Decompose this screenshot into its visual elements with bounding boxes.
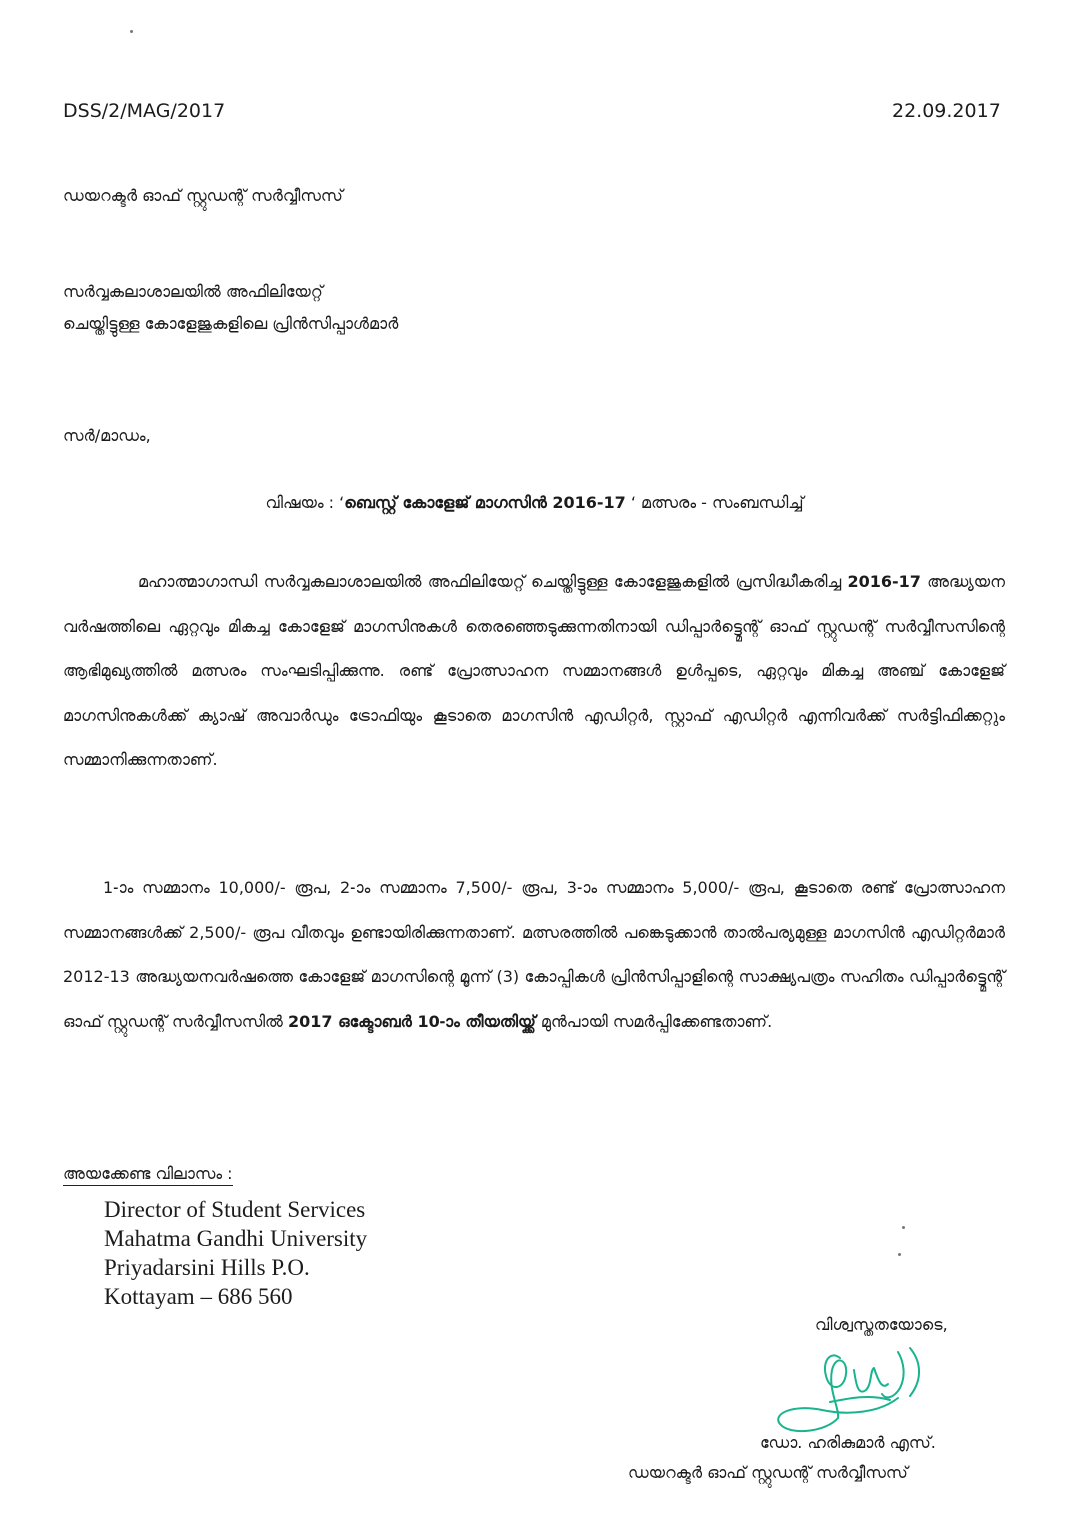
signatory-designation: ഡയറക്ടർ ഓഫ് സ്റ്റുഡന്റ് സർവ്വീസസ് bbox=[628, 1463, 908, 1482]
paragraph-1-year: 2016-17 bbox=[847, 572, 921, 591]
address-line-1: Director of Student Services bbox=[104, 1197, 366, 1222]
body-paragraph-1 bbox=[63, 560, 1005, 783]
paragraph-1-text-a: മഹാത്മാഗാന്ധി സർവ്വകലാശാലയിൽ അഫിലിയേറ്റ് ചെയ്തിട്ടുള്ള കോളേജുകളിൽ പ്രസിദ്ധീകരിച്ച bbox=[138, 572, 848, 591]
reference-number: DSS/2/MAG/2017 bbox=[63, 100, 226, 122]
signature-image bbox=[770, 1340, 940, 1440]
subject-prefix: വിഷയം : ‘ bbox=[265, 493, 345, 512]
paragraph-1-text-b: അദ്ധ്യയന വർഷത്തിലെ ഏറ്റവും മികച്ച കോളേജ് മാഗസിനുകൾ തെരഞ്ഞെടുക്കുന്നതിനായി ഡിപ്പാർട്ട്മെന്റ് ഓഫ് സ്റ്റുഡന്റ് സർവ്വീസസിന്റെ ആഭിമുഖ്യത്തിൽ മത്സരം സംഘടിപ്പിക്കുന്നു. രണ്ട് പ്രോത്സാഹന സമ്മാനങ്ങൾ ഉൾപ്പടെ, ഏറ്റവും മികച്ച അഞ്ച് കോളേജ് മാഗസിനുകൾക്ക് ക്യാഷ് അവാർഡും ട്രോഫിയും കൂടാതെ മാഗസിൻ എഡിറ്റർ, സ്റ്റാഫ് എഡിറ്റർ എന്നിവർക്ക് സർട്ടിഫിക്കറ്റും സമ്മാനിക്കുന്നതാണ്. bbox=[63, 572, 1005, 769]
scan-speck bbox=[130, 30, 133, 33]
closing-phrase: വിശ്വസ്തതയോടെ, bbox=[815, 1315, 948, 1334]
letter-date: 22.09.2017 bbox=[892, 100, 1001, 122]
address-line-4: Kottayam – 686 560 bbox=[104, 1284, 293, 1309]
signatory-name: ഡോ. ഹരികുമാർ എസ്. bbox=[760, 1433, 936, 1452]
scan-speck bbox=[902, 1226, 905, 1229]
body-paragraph-2 bbox=[63, 866, 1005, 1044]
scan-speck bbox=[898, 1253, 901, 1256]
paragraph-2-deadline: 2017 ഒക്ടോബർ 10-ാം തീയതിയ്ക്ക് bbox=[287, 1011, 536, 1031]
subject-suffix: ‘ മത്സരം - സംബന്ധിച്ച് bbox=[625, 493, 804, 512]
sender: ഡയറക്ടർ ഓഫ് സ്റ്റുഡന്റ് സർവ്വീസസ് bbox=[63, 186, 343, 205]
recipient bbox=[63, 276, 398, 340]
address-label: അയക്കേണ്ട വിലാസം : bbox=[63, 1164, 233, 1186]
paragraph-2-text-b: മുൻപായി സമർപ്പിക്കേണ്ടതാണ്. bbox=[535, 1011, 773, 1031]
recipient-line-2: ചെയ്തിട്ടുള്ള കോളേജുകളിലെ പ്രിൻസിപ്പാൾമാർ bbox=[63, 314, 399, 333]
paragraph-2-text-a: 1-ാം സമ്മാനം 10,000/- രൂപ, 2-ാം സമ്മാനം 7,500/- രൂപ, 3-ാം സമ്മാനം 5,000/- രൂപ, കൂടാതെ രണ്ട് പ്രോത്സാഹന സമ്മാനങ്ങൾക്ക് 2,500/- രൂപ വീതവും ഉണ്ടായിരിക്കുന്നതാണ്. മത്സരത്തിൽ പങ്കെടുക്കാൻ താൽപര്യമുള്ള മാഗസിൻ എഡിറ്റർമാർ 2012-13 അദ്ധ്യയനവർഷത്തെ കോളേജ് മാഗസിന്റെ മൂന്ന് (3) കോപ്പികൾ പ്രിൻസിപ്പാളിന്റെ സാക്ഷ്യപത്രം സഹിതം ഡിപ്പാർട്ട്മെന്റ് ഓഫ് സ്റ്റുഡന്റ് സർവ്വീസസിൽ bbox=[63, 878, 1005, 1031]
address-line-2: Mahatma Gandhi University bbox=[104, 1226, 368, 1251]
address-line-3: Priyadarsini Hills P.O. bbox=[104, 1255, 310, 1280]
salutation: സർ/മാഡം, bbox=[63, 426, 151, 445]
subject-title: ബെസ്റ്റ് കോളേജ് മാഗസിൻ 2016-17 bbox=[344, 493, 626, 512]
subject-line bbox=[0, 493, 1069, 513]
recipient-line-1: സർവ്വകലാശാലയിൽ അഫിലിയേറ്റ് bbox=[63, 282, 323, 301]
mailing-address bbox=[104, 1195, 367, 1311]
